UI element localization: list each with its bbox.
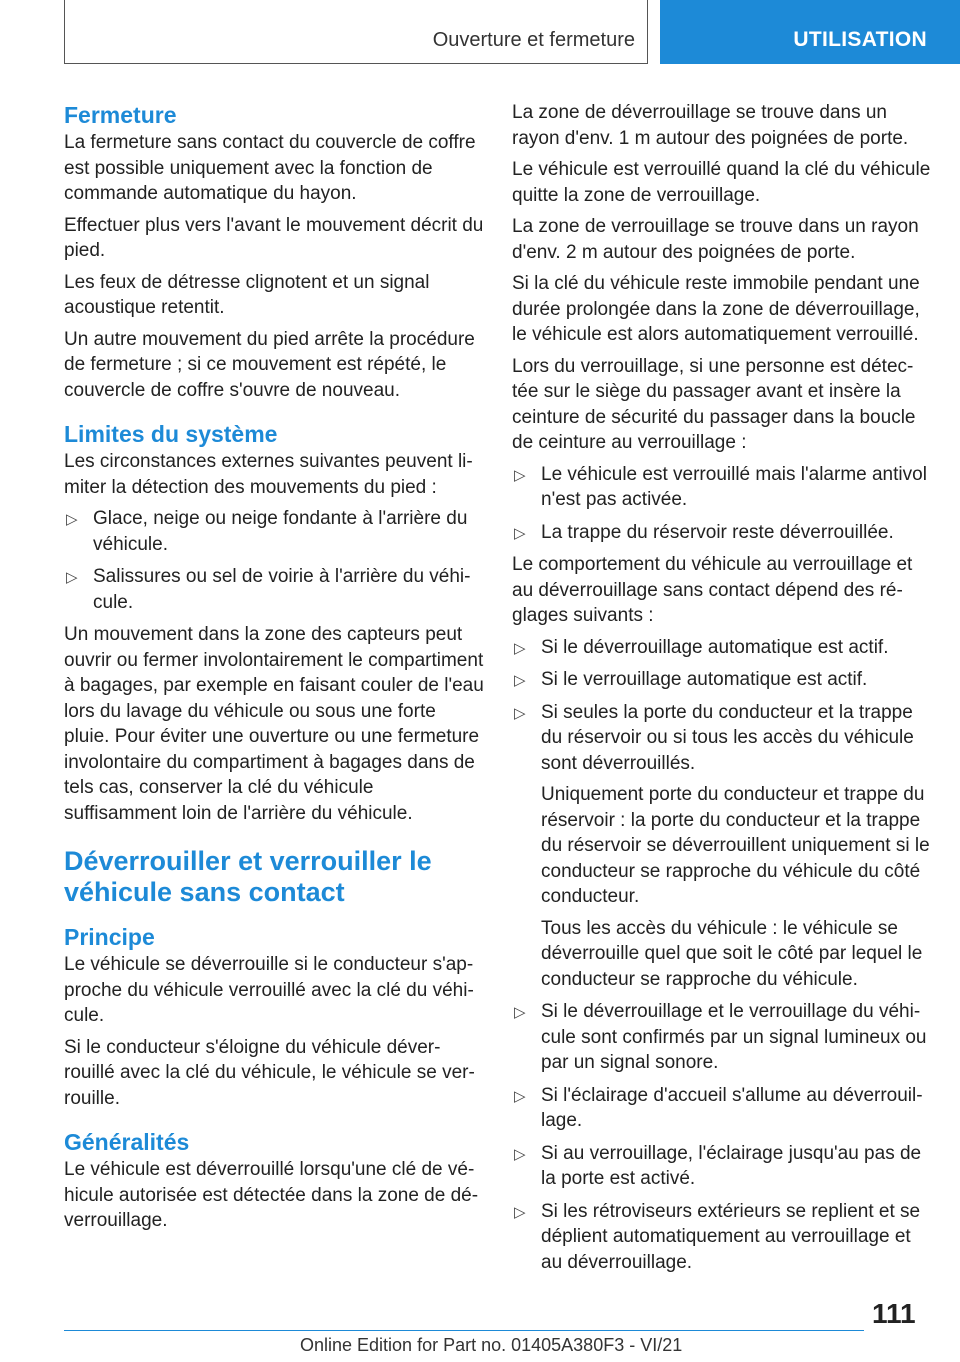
list-item: ▷ Si les rétroviseurs extérieurs se replient et se déplient automatiquement au verrouillage et au déverrouillage.	[514, 1200, 921, 1273]
triangle-bullet-icon: ▷	[514, 1004, 526, 1021]
paragraph: Lors du verrouillage, si une personne est détectée sur le siège du passager avant et insère la ceinture de sécurité du passager dans la boucle de ceinture au verrouillage :	[512, 355, 916, 453]
chapter-tab	[660, 0, 960, 64]
heading-limites: Limites du système	[64, 421, 278, 447]
triangle-bullet-icon: ▷	[514, 1087, 526, 1105]
heading-generalites: Généralités	[64, 1129, 190, 1155]
paragraph: Effectuer plus vers l'avant le mouvement décrit du pied.	[64, 214, 484, 261]
list-item: ▷ Si le verrouillage automatique est actif.	[512, 667, 932, 693]
heading-section-sans-contact: Déverrouiller et verrouiller le véhicule sans contact	[64, 846, 432, 907]
list-item: ▷ Si seules la porte du conducteur et la trappe du réservoir ou si tous les accès du véhicule sont déverrouillés. Uniquement porte du conducteur et trappe du réservoir : la porte du conducteur et la trappe du réservoir se déverrouillent uniquement si le conducteur se rapproche du véhicule du côté conducteur. Tous les accès du véhicule : le véhicule se déverrouille quel que soit le côté par lequel le conducteur se rapproche du véhicule.	[512, 700, 932, 993]
paragraph: Le véhicule se déverrouille si le conducteur s'approche du véhicule verrouillé avec la clé du véhicule.	[64, 954, 474, 1026]
triangle-bullet-icon: ▷	[514, 639, 526, 657]
paragraph: Les circonstances externes suivantes peuvent limiter la détection des mouvements du pied :	[64, 451, 473, 498]
paragraph: Si la clé du véhicule reste immobile pendant une durée prolongée dans la zone de déverrouillage, le véhicule est alors automatiquement verrouillé.	[512, 273, 920, 345]
reglages-list	[512, 635, 932, 1276]
triangle-bullet-icon: ▷	[514, 704, 526, 722]
paragraph: Si le conducteur s'éloigne du véhicule déverrouillé avec la clé du véhicule, le véhicule se verrouille.	[64, 1036, 475, 1109]
list-item: ▷ La trappe du réservoir reste déverrouillée.	[512, 520, 932, 546]
sub-paragraph: Tous les accès du véhicule : le véhicule se déverrouille quel que soit le côté par lequel le conducteur se rapproche du véhicule.	[541, 917, 923, 990]
chapter-label: UTILISATION	[793, 28, 927, 51]
footer-edition: Online Edition for Part no. 01405A380F3 - VI/21	[300, 1335, 683, 1355]
heading-fermeture: Fermeture	[64, 102, 177, 128]
section-title: Ouverture et fermeture	[432, 29, 635, 51]
triangle-bullet-icon: ▷	[514, 524, 526, 542]
list-item: ▷ Si au verrouillage, l'éclairage jusqu'au pas de la porte est activé.	[514, 1142, 922, 1189]
paragraph: Les feux de détresse clignotent et un signal acoustique retentit.	[64, 271, 430, 318]
page-number: 111	[872, 1298, 916, 1329]
list-item: ▷ Le véhicule est verrouillé mais l'alarme antivol n'est pas activée.	[514, 463, 927, 510]
list-item: ▷ Glace, neige ou neige fondante à l'arrière du véhicule.	[66, 508, 468, 555]
triangle-bullet-icon: ▷	[66, 569, 78, 586]
footer-divider	[64, 1330, 864, 1331]
triangle-bullet-icon: ▷	[514, 466, 526, 484]
list-item: ▷ Salissures ou sel de voirie à l'arrière du véhicule.	[66, 566, 471, 613]
paragraph: Un autre mouvement du pied arrête la procédure de fermeture ; si ce mouvement est répété, le couvercle de coffre s'ouvre de nouveau.	[64, 328, 475, 401]
paragraph: La zone de verrouillage se trouve dans un rayon d'env. 2 m autour des poignées de porte.	[512, 216, 919, 263]
heading-principe: Principe	[64, 924, 155, 950]
paragraph: Le comportement du véhicule au verrouillage et au déverrouillage sans contact dépend des réglages suivants :	[512, 554, 913, 626]
left-column	[64, 100, 484, 1240]
paragraph: Un mouvement dans la zone des capteurs peut ouvrir ou fermer involontairement le compartiment à bagages, par exemple en faisant couler de l'eau lors du lavage du véhicule ou sous une forte pluie. Pour éviter une ouverture ou une fermeture involontaire du compartiment à bagages dans de tels cas, conserver la clé du véhicule suffisamment loin de l'arrière du véhicule.	[64, 624, 484, 824]
paragraph: Le véhicule est déverrouillé lorsqu'une clé de véhicule autorisée est détectée dans la zone de déverrouillage.	[64, 1159, 479, 1231]
paragraph: La zone de déverrouillage se trouve dans un rayon d'env. 1 m autour des poignées de porte.	[512, 102, 909, 149]
paragraph: La fermeture sans contact du couvercle de coffre est possible uniquement avec la fonction de commande automatique du hayon.	[64, 132, 476, 204]
triangle-bullet-icon: ▷	[514, 1203, 526, 1221]
list-item: ▷ Si le déverrouillage et le verrouillage du véhicule sont confirmés par un signal lumineux ou par un signal sonore.	[514, 1001, 927, 1073]
page-header	[0, 0, 960, 66]
paragraph: Le véhicule est verrouillé quand la clé du véhicule quitte la zone de verrouillage.	[512, 159, 931, 206]
list-item: ▷ Si le déverrouillage automatique est actif.	[512, 635, 932, 661]
right-column	[512, 100, 932, 1282]
verrouillage-list	[512, 462, 932, 546]
triangle-bullet-icon: ▷	[514, 1145, 526, 1163]
sub-paragraph: Uniquement porte du conducteur et trappe du réservoir : la porte du conducteur et la trappe du réservoir se déverrouillent uniquement si le conducteur se rapproche du véhicule du côté conducteur.	[541, 784, 930, 907]
list-item: ▷ Si l'éclairage d'accueil s'allume au déverrouillage.	[514, 1084, 923, 1131]
limites-list	[64, 506, 484, 615]
triangle-bullet-icon: ▷	[514, 672, 526, 689]
triangle-bullet-icon: ▷	[66, 511, 78, 528]
